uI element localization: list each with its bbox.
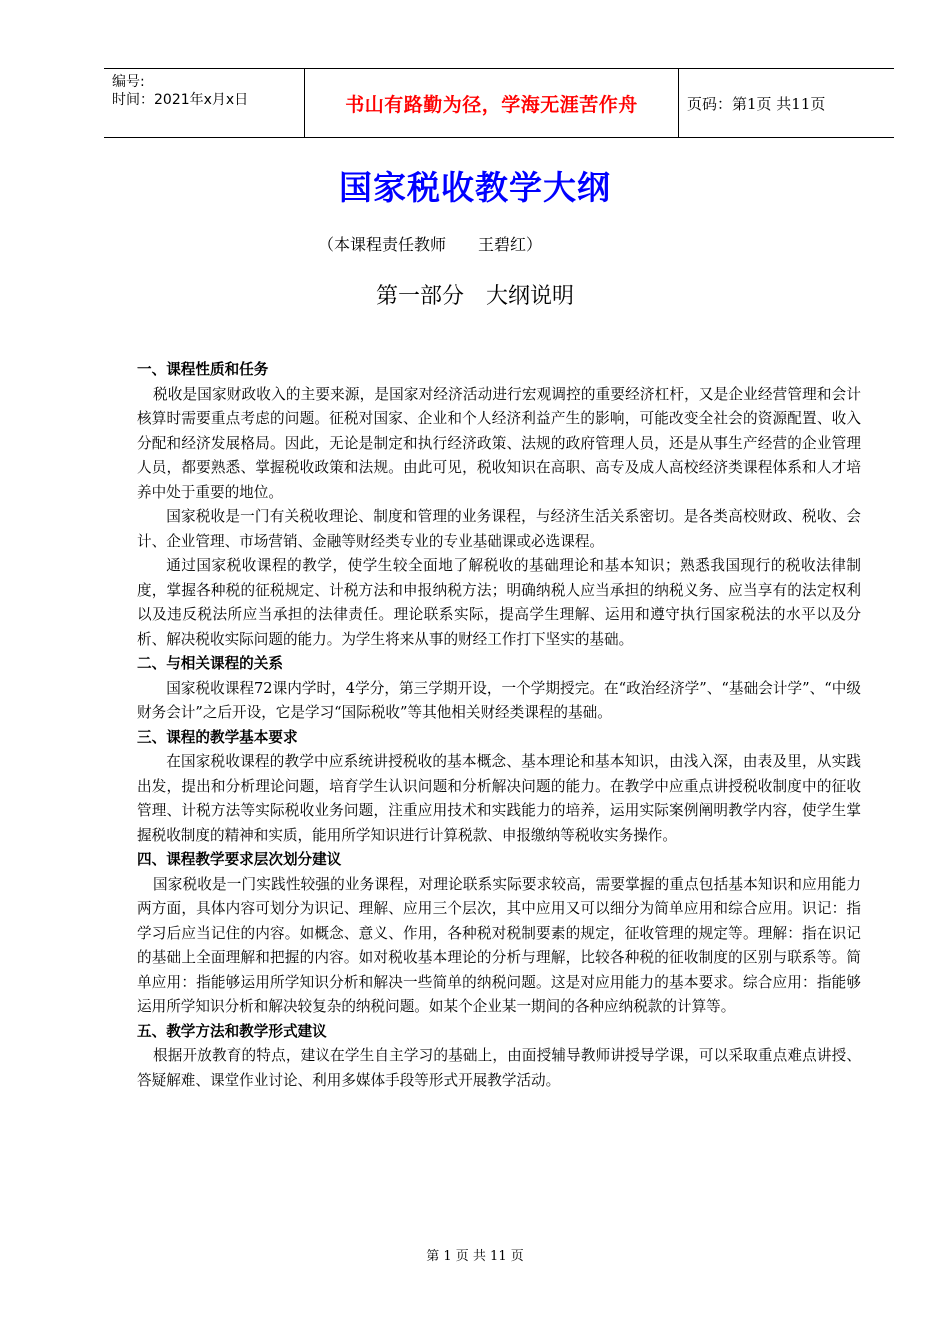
page-header	[104, 68, 894, 138]
paragraph: 国家税收是一门有关税收理论、制度和管理的业务课程，与经济生活关系密切。是各类高校财政、税收、会计、企业管理、市场营销、金融等财经类专业的专业基础课或必选课程。	[137, 508, 861, 550]
section-heading: 二、与相关课程的关系	[137, 655, 283, 672]
paragraph: 国家税收是一门实践性较强的业务课程，对理论联系实际要求较高，需要掌握的重点包括基本知识和应用能力两方面，具体内容可划分为识记、理解、应用三个层次，其中应用又可以细分为简单应用和综合应用。识记：指学习后应当记住的内容。如概念、意义、作用，各种税对税制要素的规定，征收管理的规定等。理解：指在识记的基础上全面理解和把握的内容。如对税收基本理论的分析与理解，比较各种税的征收制度的区别与联系等。简单应用：指能够运用所学知识分析和解决一些简单的纳税问题。这是对应用能力的基本要求。综合应用：指能够运用所学知识分析和解决较复杂的纳税问题。如某个企业某一期间的各种应纳税款的计算等。	[137, 875, 861, 1015]
section-heading: 四、课程教学要求层次划分建议	[137, 851, 342, 868]
section-heading: 三、课程的教学基本要求	[137, 728, 298, 746]
paragraph: 通过国家税收课程的教学，使学生较全面地了解税收的基础理论和基本知识；熟悉我国现行的税收法律制度，掌握各种税的征税规定、计税方法和申报纳税方法；明确纳税人应当承担的纳税义务、应当享有的法定权利以及违反税法所应当承担的法律责任。理论联系实际，提高学生理解、运用和遵守执行国家税法的水平以及分析、解决税收实际问题的能力。为学生将来从事的财经工作打下坚实的基础。	[137, 557, 861, 648]
paragraph: 根据开放教育的特点，建议在学生自主学习的基础上，由面授辅导教师讲授导学课，可以采取重点难点讲授、答疑解难、课堂作业讨论、利用多媒体手段等形式开展教学活动。	[137, 1047, 861, 1089]
header-page-info: 页码：第1页 共11页	[687, 94, 826, 113]
paragraph: 在国家税收课程的教学中应系统讲授税收的基本概念、基本理论和基本知识，由浅入深，由表及里，从实践出发，提出和分析理论问题，培育学生认识问题和分析解决问题的能力。在教学中应重点讲授税收制度中的征收管理、计税方法等实际税收业务问题，注重应用技术和实践能力的培养，运用实际案例阐明教学内容，使学生掌握税收制度的精神和实质，能用所学知识进行计算税款、申报缴纳等税收实务操作。	[137, 753, 861, 844]
teacher-line: （本课程责任教师 王碧红）	[318, 235, 543, 254]
paragraph: 税收是国家财政收入的主要来源，是国家对经济活动进行宏观调控的重要经济杠杆，又是企业经营管理和会计核算时需要重点考虑的问题。征税对国家、企业和个人经济利益产生的影响，可能改变全社会的资源配置、收入分配和经济发展格局。因此，无论是制定和执行经济政策、法规的政府管理人员，还是从事生产经营的企业管理人员，都要熟悉、掌握税收政策和法规。由此可见，税收知识在高职、高专及成人高校经济类课程体系和人才培养中处于重要的地位。	[137, 385, 861, 501]
document-body	[137, 358, 861, 1093]
time-label: 时间：2021年x月x日	[112, 92, 249, 108]
page-footer: 第 1 页 共 11 页	[426, 1249, 524, 1264]
document-title: 国家税收教学大纲	[339, 168, 611, 207]
section-heading: 一、课程性质和任务	[137, 361, 269, 378]
number-label: 编号:	[112, 74, 145, 90]
part-title: 第一部分 大纲说明	[375, 284, 574, 309]
header-meta	[104, 69, 305, 137]
header-motto: 书山有路勤为径，学海无涯苦作舟	[305, 69, 679, 137]
paragraph: 国家税收课程72课内学时，4学分，第三学期开设，一个学期授完。在“政治经济学”、“基础会计学”、“中级财务会计”之后开设，它是学习“国际税收”等其他相关财经类课程的基础。	[137, 679, 861, 721]
section-heading: 五、教学方法和教学形式建议	[137, 1022, 327, 1040]
